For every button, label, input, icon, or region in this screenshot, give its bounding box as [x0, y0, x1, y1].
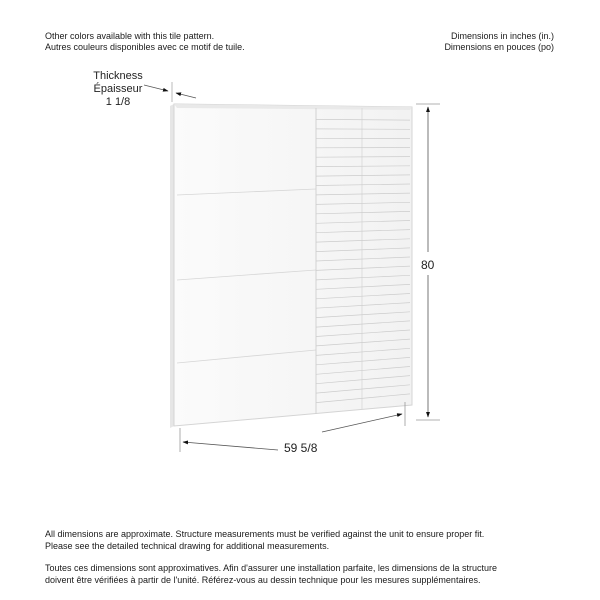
thickness-label-en: Thickness	[93, 70, 143, 82]
thickness-dimension	[144, 82, 196, 102]
units-note-en: Dimensions in inches (in.)	[450, 31, 554, 41]
colors-note-fr: Autres couleurs disponibles avec ce motif de tuile.	[45, 42, 245, 52]
thickness-value: 1 1/8	[105, 96, 131, 108]
disclaimer-fr-line-2: doivent être vérifiées à partir de l'unité. Référez-vous au dessin technique pour les mesures supplémentaires.	[45, 574, 481, 585]
disclaimer-fr-line-1: Toutes ces dimensions sont approximatives. Afin d'assurer une installation parfaite, les dimensions de la structure	[45, 563, 497, 573]
disclaimer	[45, 518, 565, 597]
units-note-fr: Dimensions en pouces (po)	[444, 42, 554, 52]
thickness-label-fr: Épaisseur	[93, 83, 143, 95]
thickness-label	[86, 70, 150, 109]
disclaimer-en-line-1: All dimensions are approximate. Structure measurements must be verified against the unit to ensure proper fit.	[45, 529, 485, 539]
wall-panel	[170, 104, 412, 428]
disclaimer-en-line-2: Please see the detailed technical drawing for additional measurements.	[45, 540, 330, 551]
colors-note-en: Other colors available with this tile pattern.	[45, 31, 215, 41]
height-value: 80	[421, 258, 435, 272]
panel-face	[174, 104, 412, 426]
width-value: 59 5/8	[284, 441, 318, 455]
